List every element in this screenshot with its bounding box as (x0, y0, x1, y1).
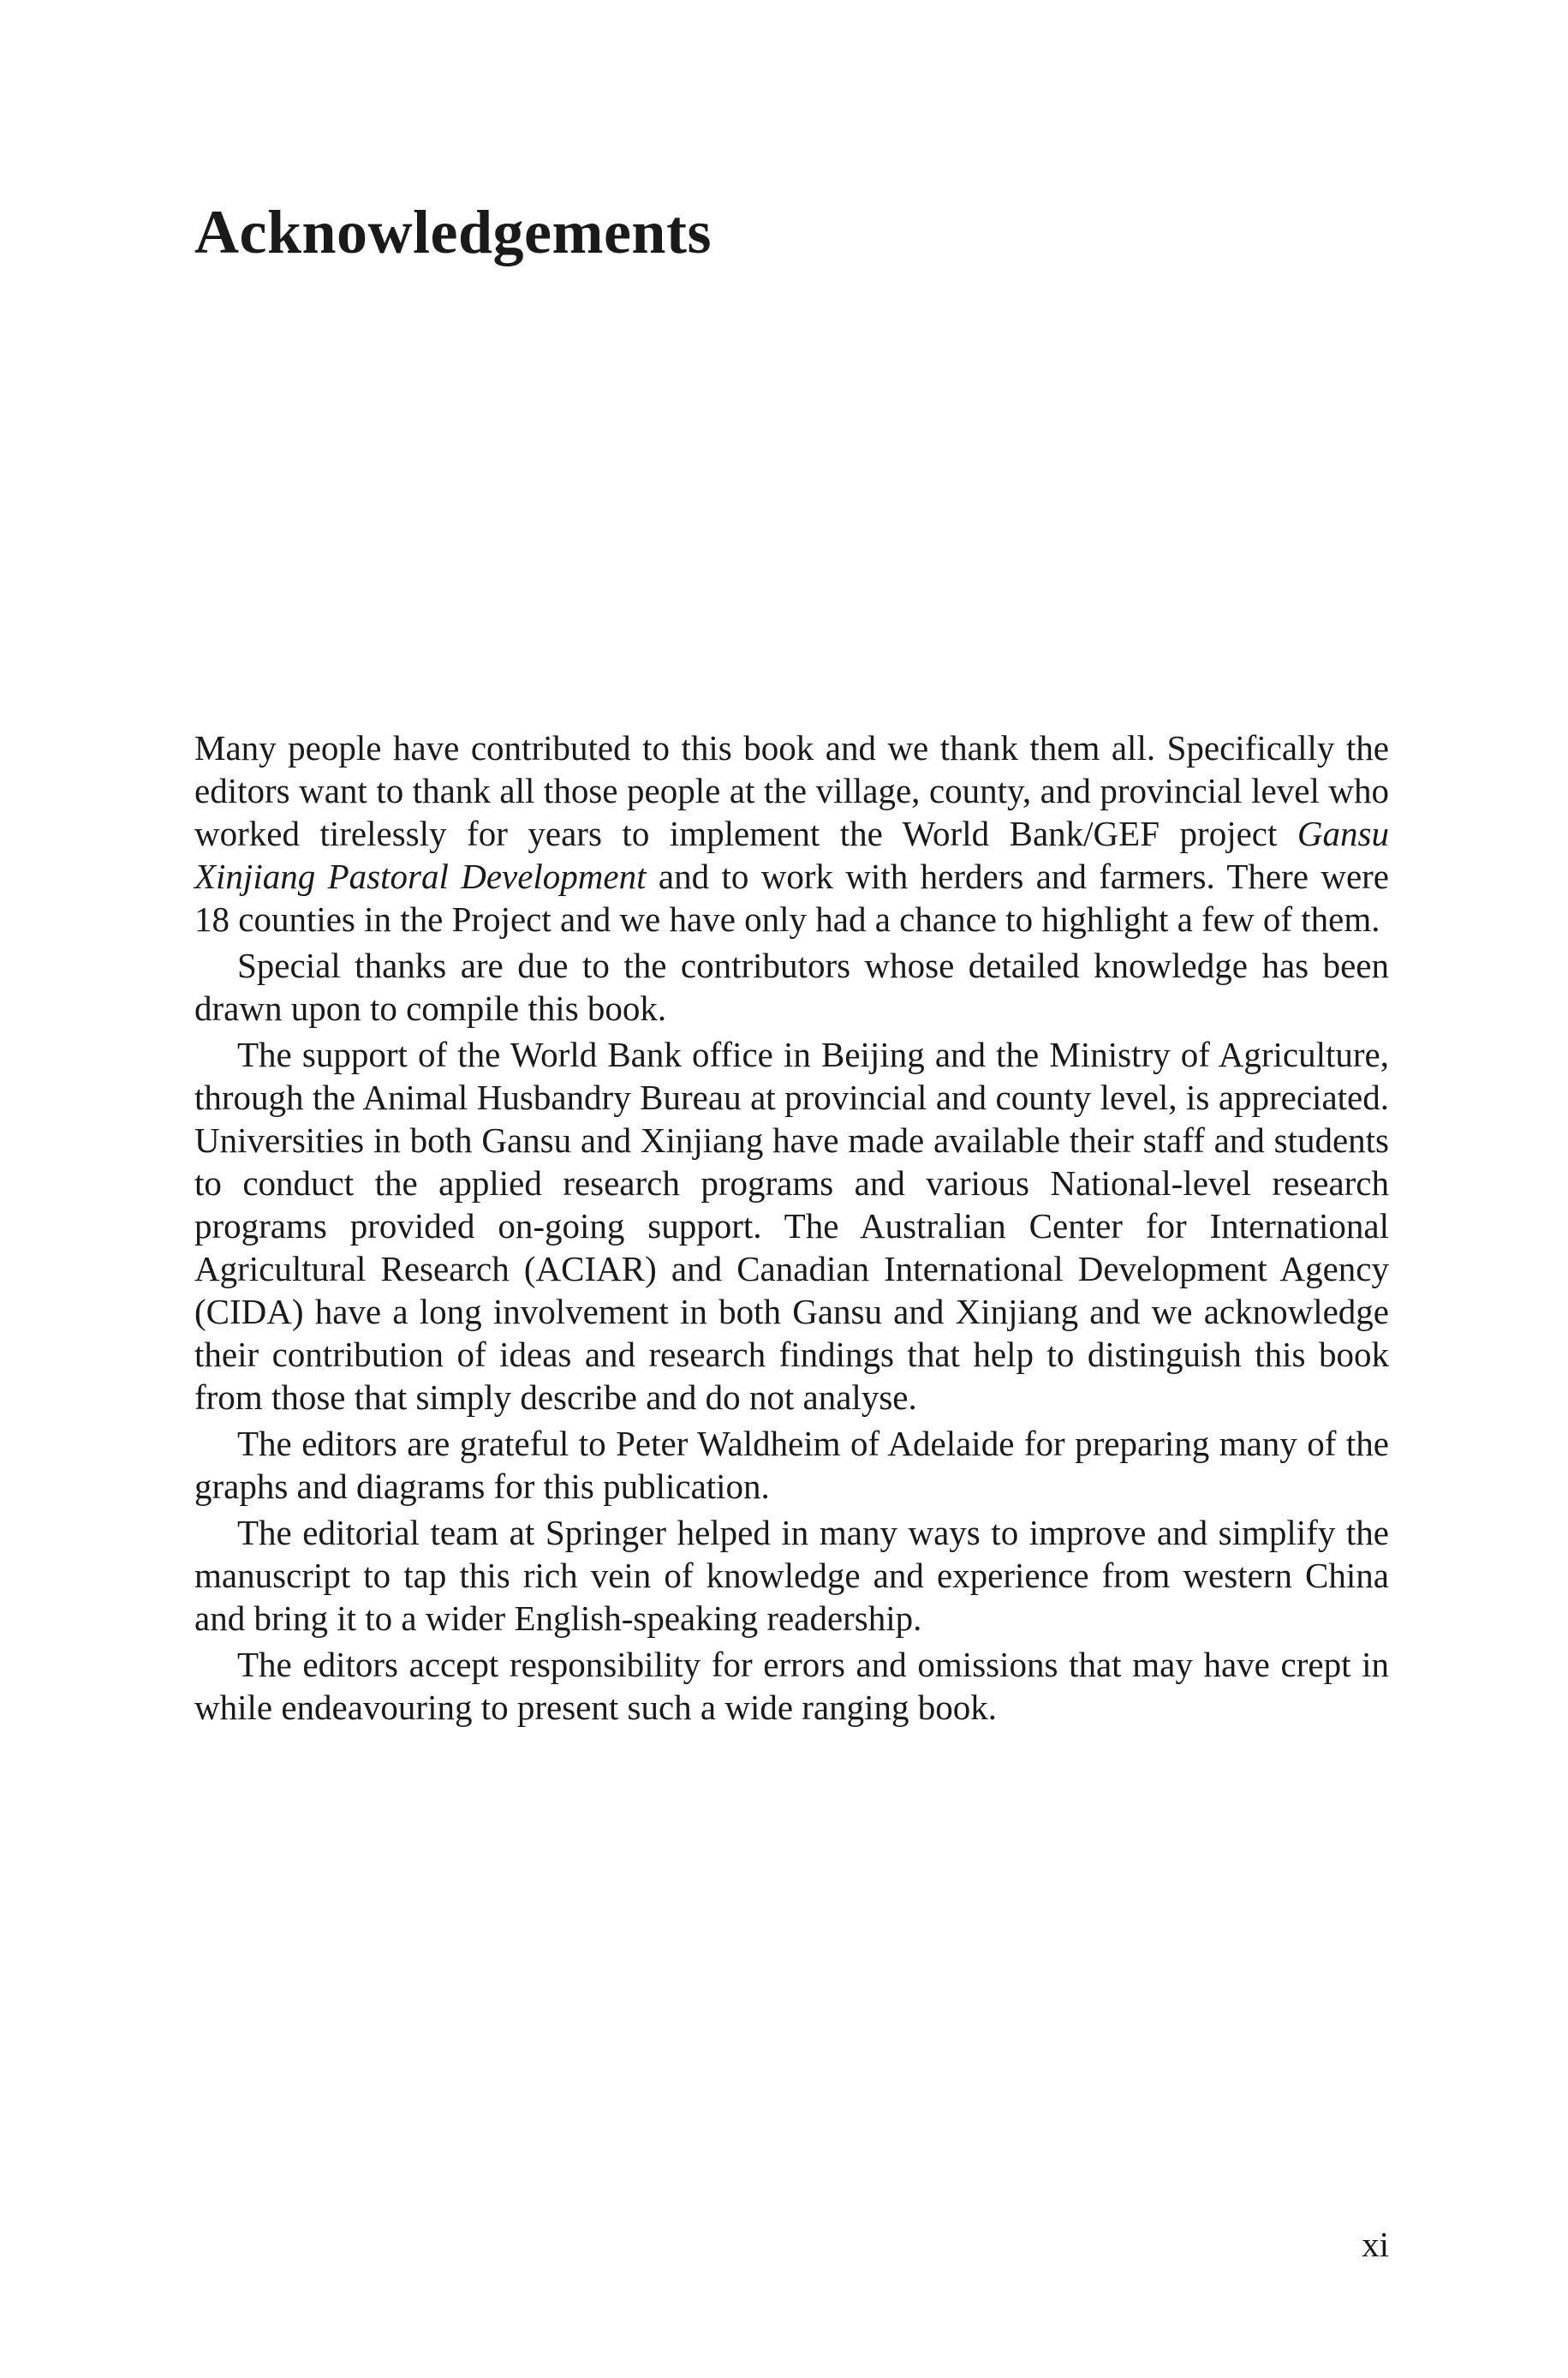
page-title: Acknowledgements (194, 198, 712, 266)
project-name: Gansu Xinjiang Pastoral Development (194, 814, 1389, 896)
paragraph-3: The support of the World Bank office in Beijing and the Ministry of Agriculture, through the Animal Husbandry Bureau at provincial and county level, is appreciated. Universities in both Gansu and Xinjiang have made available their staff and students to conduct the applied research programs and various National-level research programs provided on-going support. The Australian Center for International Agricultural Research (ACIAR) and Canadian International Development Agency (CIDA) have a long involvement in both Gansu and Xinjiang and we acknowledge their contribution of ideas and research findings that help to distinguish this book from those that simply describe and do not analyse. (194, 1035, 1389, 1417)
paragraph-4: The editors are grateful to Peter Waldheim of Adelaide for preparing many of the graphs and diagrams for this publication. (194, 1424, 1389, 1506)
acknowledgements-body (194, 726, 1389, 1732)
paragraph-1-text-end: and to work with herders and farmers. There were 18 counties in the Project and we have only had a chance to highlight a few of them. (194, 857, 1390, 939)
paragraph-6: The editors accept responsibility for errors and omissions that may have crept in while endeavouring to present such a wide ranging book. (194, 1645, 1389, 1727)
paragraph-2: Special thanks are due to the contributors whose detailed knowledge has been drawn upon to compile this book. (194, 946, 1389, 1028)
paragraph-5: The editorial team at Springer helped in many ways to improve and simplify the manuscript to tap this rich vein of knowledge and experience from western China and bring it to a wider English-speaking readership. (194, 1513, 1389, 1638)
paragraph-1 (194, 726, 1389, 941)
page-number: xi (1362, 2225, 1389, 2264)
paragraph-1-text-start: Many people have contributed to this book and we thank them all. Specifically the editors want to thank all those people at the village, county, and provincial level who worked tirelessly for years to implement the World Bank/GEF project (194, 728, 1389, 853)
